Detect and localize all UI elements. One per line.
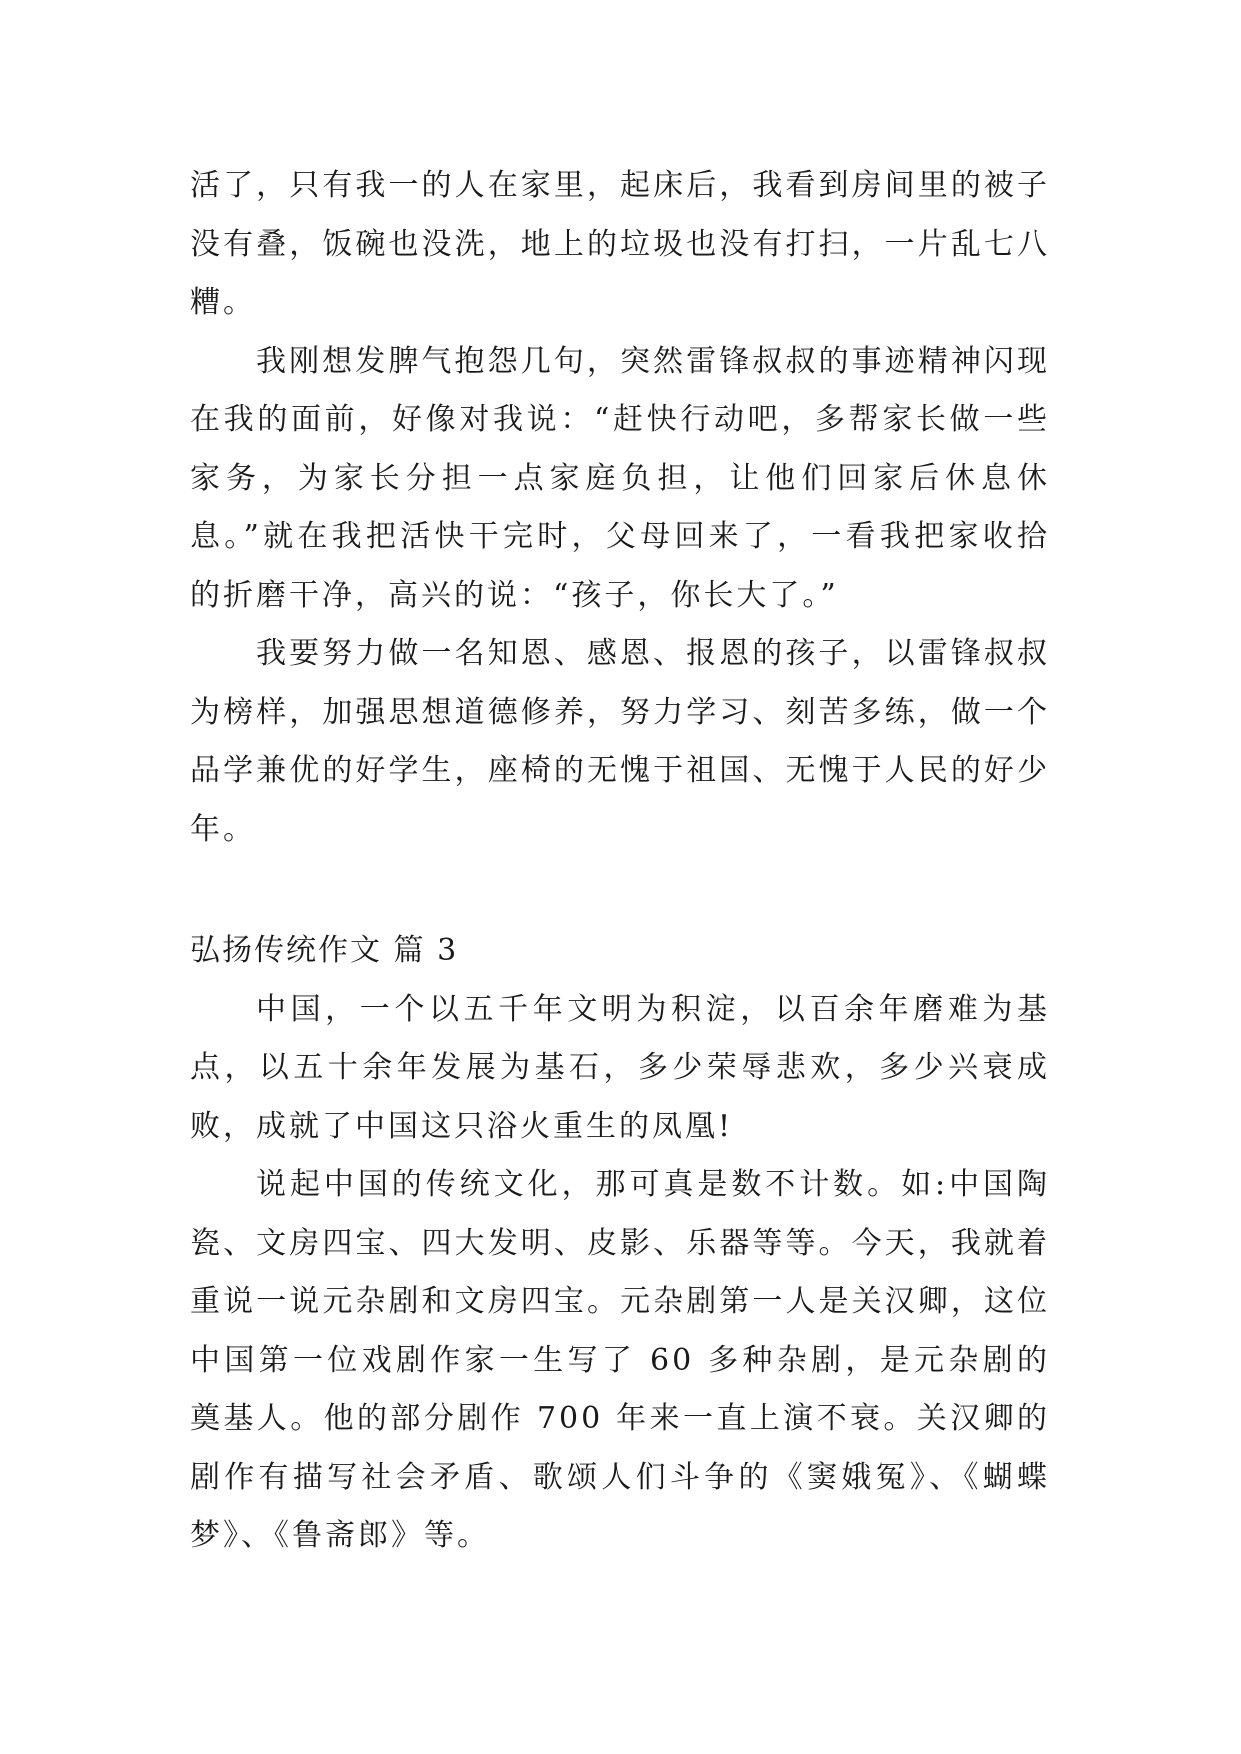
section-1-body bbox=[190, 157, 1050, 859]
section-heading: 弘扬传统作文 篇 3 bbox=[190, 933, 459, 968]
paragraph: 我要努力做一名知恩、感恩、报恩的孩子，以雷锋叔叔为榜样，加强思想道德修养，努力学习、刻苦多练，做一个品学兼优的好学生，座椅的无愧于祖国、无愧于人民的好少年。 bbox=[190, 636, 1050, 847]
paragraph: 我刚想发脾气抱怨几句，突然雷锋叔叔的事迹精神闪现在我的面前，好像对我说：“赶快行动吧，多帮家长做一些家务，为家长分担一点家庭负担，让他们回家后休息休息。”就在我把活快干完时，父母回来了，一看我把家收拾的折磨干净，高兴的说：“孩子，你长大了。” bbox=[190, 343, 1050, 613]
paragraph-continuation: 活了，只有我一的人在家里，起床后，我看到房间里的被子没有叠，饭碗也没洗，地上的垃圾也没有打扫，一片乱七八糟。 bbox=[190, 168, 1050, 320]
paragraph: 中国，一个以五千年文明为积淀，以百余年磨难为基点，以五十余年发展为基石，多少荣辱悲欢，多少兴衰成败，成就了中国这只浴火重生的凤凰! bbox=[190, 991, 1050, 1144]
paragraph: 说起中国的传统文化，那可真是数不计数。如:中国陶瓷、文房四宝、四大发明、皮影、乐器等等。今天，我就着重说一说元杂剧和文房四宝。元杂剧第一人是关汉卿，这位中国第一位戏剧作家一生写了 60 多种杂剧，是元杂剧的奠基人。他的部分剧作 700 年来一直上演不衰。关汉卿的剧作有描写社会矛盾、歌颂人们斗争的《窦娥冤》、《蝴蝶梦》、《鲁斋郎》等。 bbox=[190, 1167, 1050, 1553]
section-2-body bbox=[190, 922, 1050, 1566]
